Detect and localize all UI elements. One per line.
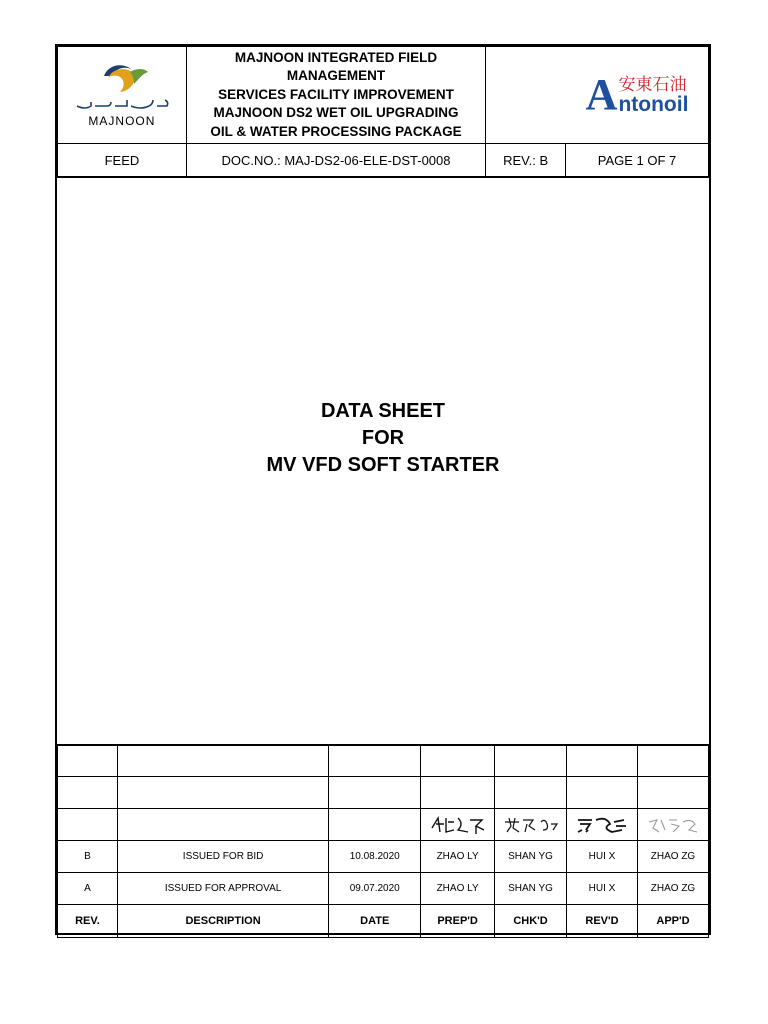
majnoon-logo-cell (58, 47, 187, 144)
phase-cell: FEED (58, 144, 187, 177)
rev-cell: A (58, 873, 118, 905)
signature-row (58, 809, 709, 841)
document-title (57, 398, 709, 479)
revision-cell: REV.: B (486, 144, 566, 177)
handwritten-signature-appd (643, 814, 703, 836)
handwritten-signature-revd (572, 814, 632, 836)
prepd-cell: ZHAO LY (421, 841, 495, 873)
majnoon-emblem-icon (94, 62, 150, 96)
document-frame (55, 44, 711, 935)
doc-number-cell: DOC.NO.: MAJ-DS2-06-ELE-DST-0008 (186, 144, 485, 177)
table-row (58, 745, 709, 777)
majnoon-arabic-wordmark (75, 96, 169, 112)
column-header: PREP'D (421, 905, 495, 938)
appd-cell: ZHAO ZG (637, 841, 708, 873)
project-title-line: SERVICES FACILITY IMPROVEMENT (218, 86, 454, 102)
date-cell: 09.07.2020 (329, 873, 421, 905)
document-title-line: FOR (361, 427, 405, 449)
table-row (58, 841, 709, 873)
project-title-line: MAJNOON INTEGRATED FIELD MANAGEMENT (234, 49, 438, 84)
project-title-line: MAJNOON DS2 WET OIL UPGRADING (213, 105, 459, 121)
column-header: DATE (329, 905, 421, 938)
antonoil-logo (566, 70, 708, 119)
revd-cell: HUI X (567, 873, 638, 905)
header-divider (57, 176, 709, 178)
chkd-signature-cell (495, 809, 567, 841)
revd-cell: HUI X (567, 841, 638, 873)
project-title (187, 49, 485, 142)
antonoil-letter-a: A (585, 70, 618, 119)
appd-cell: ZHAO ZG (637, 873, 708, 905)
project-title-line: OIL & WATER PROCESSING PACKAGE (210, 123, 462, 139)
appd-signature-cell (637, 809, 708, 841)
chkd-cell: SHAN YG (495, 873, 567, 905)
column-header: CHK'D (495, 905, 567, 938)
prepd-cell: ZHAO LY (421, 873, 495, 905)
antonoil-logo-cell (486, 47, 709, 144)
handwritten-signature-prepd (428, 814, 488, 836)
description-cell: ISSUED FOR BID (117, 841, 328, 873)
table-row (58, 777, 709, 809)
handwritten-signature-chkd (501, 814, 561, 836)
column-header: DESCRIPTION (117, 905, 328, 938)
antonoil-chinese-name: 安東石油 (618, 75, 687, 95)
table-header-row (58, 905, 709, 938)
date-cell: 10.08.2020 (329, 841, 421, 873)
description-cell: ISSUED FOR APPROVAL (117, 873, 328, 905)
column-header: REV'D (567, 905, 638, 938)
antonoil-latin-name: ntonoil (618, 93, 689, 116)
document-title-line: MV VFD SOFT STARTER (266, 454, 500, 476)
header-table (57, 46, 709, 177)
column-header: APP'D (637, 905, 708, 938)
rev-cell: B (58, 841, 118, 873)
project-title-cell (186, 47, 485, 144)
revision-table (57, 744, 709, 938)
revd-signature-cell (567, 809, 638, 841)
majnoon-logo (58, 62, 186, 128)
document-title-line: DATA SHEET (320, 400, 446, 422)
chkd-cell: SHAN YG (495, 841, 567, 873)
table-row (58, 873, 709, 905)
prepd-signature-cell (421, 809, 495, 841)
majnoon-wordmark: MAJNOON (88, 114, 156, 128)
column-header: REV. (58, 905, 118, 938)
page-number-cell: PAGE 1 OF 7 (566, 144, 709, 177)
